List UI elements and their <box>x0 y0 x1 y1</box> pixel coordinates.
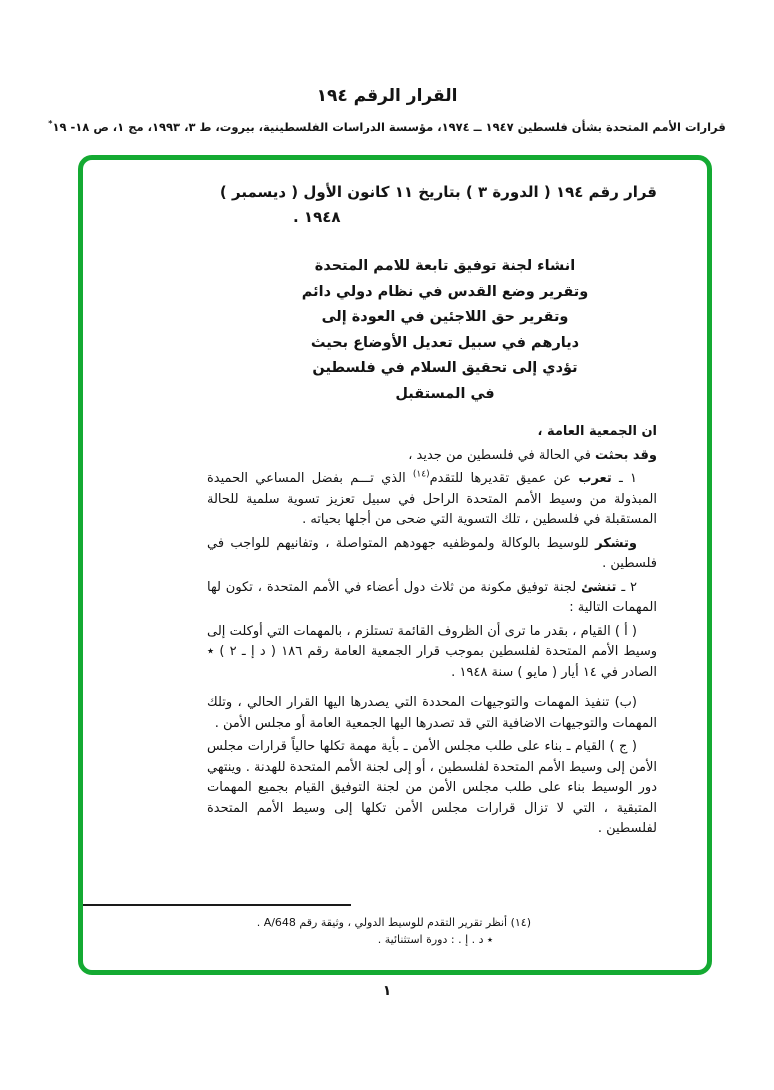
recital-lead: وقد بحثت <box>595 447 657 463</box>
preamble-line <box>207 422 657 443</box>
subtitle-line: تؤدي إلى تحقيق السلام في فلسطين <box>312 360 578 376</box>
paragraph-2-body: لجنة توفيق مكونة من ثلاث دول أعضاء في الأمم المتحدة ، تكون لها المهمات التالية : <box>207 579 657 615</box>
source-citation <box>0 119 774 134</box>
footnote-separator-rule <box>83 904 351 906</box>
paragraph-2-lead: تنشئ <box>581 579 617 595</box>
resolution-heading <box>207 180 657 230</box>
paragraph-2-number: ٢ ـ <box>616 579 637 595</box>
resolution-body <box>207 422 657 840</box>
paragraph-thanks-body: للوسيط بالوكالة ولموظفيه جهودهم المتواصلة ، وتفانيهم للواجب في فلسطين . <box>207 535 657 571</box>
paragraph-1-number: ١ ـ <box>611 471 637 486</box>
preamble-lead: ان الجمعية العامة ، <box>537 424 657 439</box>
item-c: ( ج ) القيام ـ بناء على طلب مجلس الأمن ـ بأية مهمة تكلها حالياً قرارات مجلس الأمن إلى وسيط الأمم المتحدة لفلسطين ، أو إلى لجنة الأمم المتحدة للهدنة . وينتهي دور الوسيط بناء على طلب مجلس الأمن من لجنة التوفيق القيام بجميع المهمات المتبقية ، التي لا تزال قرارات مجلس الأمن تكلها إلى وسيط الأمم المتحدة لفلسطين . <box>207 739 657 836</box>
footnote-star: ٭ د . إ . : دورة استثنائية . <box>377 933 493 946</box>
paragraph-thanks-lead: وتشكر <box>595 535 637 551</box>
paragraph-1-lead: تعرب <box>578 471 612 486</box>
subtitle-line: وتقرير وضع القدس في نظام دولي دائم <box>301 283 589 300</box>
paragraph-2 <box>207 578 657 619</box>
resolution-content <box>83 160 707 843</box>
item-b: (ب) تنفيذ المهمات والتوجيهات المحددة التي يصدرها اليها القرار الحالي ، وتلك المهمات والتوجيهات الاضافية التي قد تصدرها اليها الجمعية العامة أو مجلس الأمن . <box>207 695 657 731</box>
paragraph-1 <box>207 469 657 531</box>
footnote-area <box>83 904 661 948</box>
paragraph-1-body-cont: الذي تـــم بفضل المساعي الحميدة المبذولة من وسيط الأمم المتحدة الراحل في سبيل تعزيز تسوية سلمية للحالة المستقبلة في فلسطين ، تلك التسوية التي ضحى من أجلها بحياته . <box>207 471 657 527</box>
paragraph-1-body: عن عميق تقديرها للتقدم <box>429 471 579 486</box>
subtitle-line: في المستقبل <box>395 385 495 402</box>
footnote-14-reference: (١٤) <box>412 469 430 480</box>
subtitle-line: وتقرير حق اللاجئين في العودة إلى <box>321 309 569 325</box>
resolution-heading-line1: قرار رقم ١٩٤ ( الدورة ٣ ) بتاريخ ١١ كانون الأول ( ديسمبر ) <box>219 183 657 201</box>
recital-line <box>207 446 657 467</box>
resolution-heading-line2: ١٩٤٨ . <box>293 208 341 226</box>
source-citation-text: قرارات الأمم المتحدة بشأن فلسطين ١٩٤٧ ــ ١٩٧٤، مؤسسة الدراسات الفلسطينية، بيروت، ط ٣، ١٩٩٣، مج ١، ص ١٨- ١٩ <box>52 119 726 134</box>
item-a: ( أ ) القيام ، بقدر ما ترى أن الظروف القائمة تستلزم ، بالمهمات التي أوكلت إلى وسيط الأمم المتحدة لفلسطين بموجب قرار الجمعية العامة رقم ١٨٦ ( د إ ـ ٢ ) ٭ الصادر في ١٤ أيار ( مايو ) سنة ١٩٤٨ . <box>207 623 657 680</box>
footnote-14: (١٤) أنظر تقرير التقدم للوسيط الدولي ، وثيقة رقم A/648 . <box>256 916 531 929</box>
paragraph-thanks <box>207 534 657 575</box>
recital-rest: في الحالة في فلسطين من جديد ، <box>408 447 596 463</box>
resolution-frame <box>78 155 712 975</box>
source-footnote-marker: * <box>48 119 53 128</box>
resolution-subtitle <box>207 254 657 407</box>
page-title: القرار الرقم ١٩٤ <box>316 86 458 106</box>
subtitle-line: انشاء لجنة توفيق تابعة للامم المتحدة <box>314 258 576 274</box>
subtitle-line: ديارهم في سبيل تعديل الأوضاع بحيث <box>310 334 580 351</box>
page-number: ١ <box>382 983 392 999</box>
